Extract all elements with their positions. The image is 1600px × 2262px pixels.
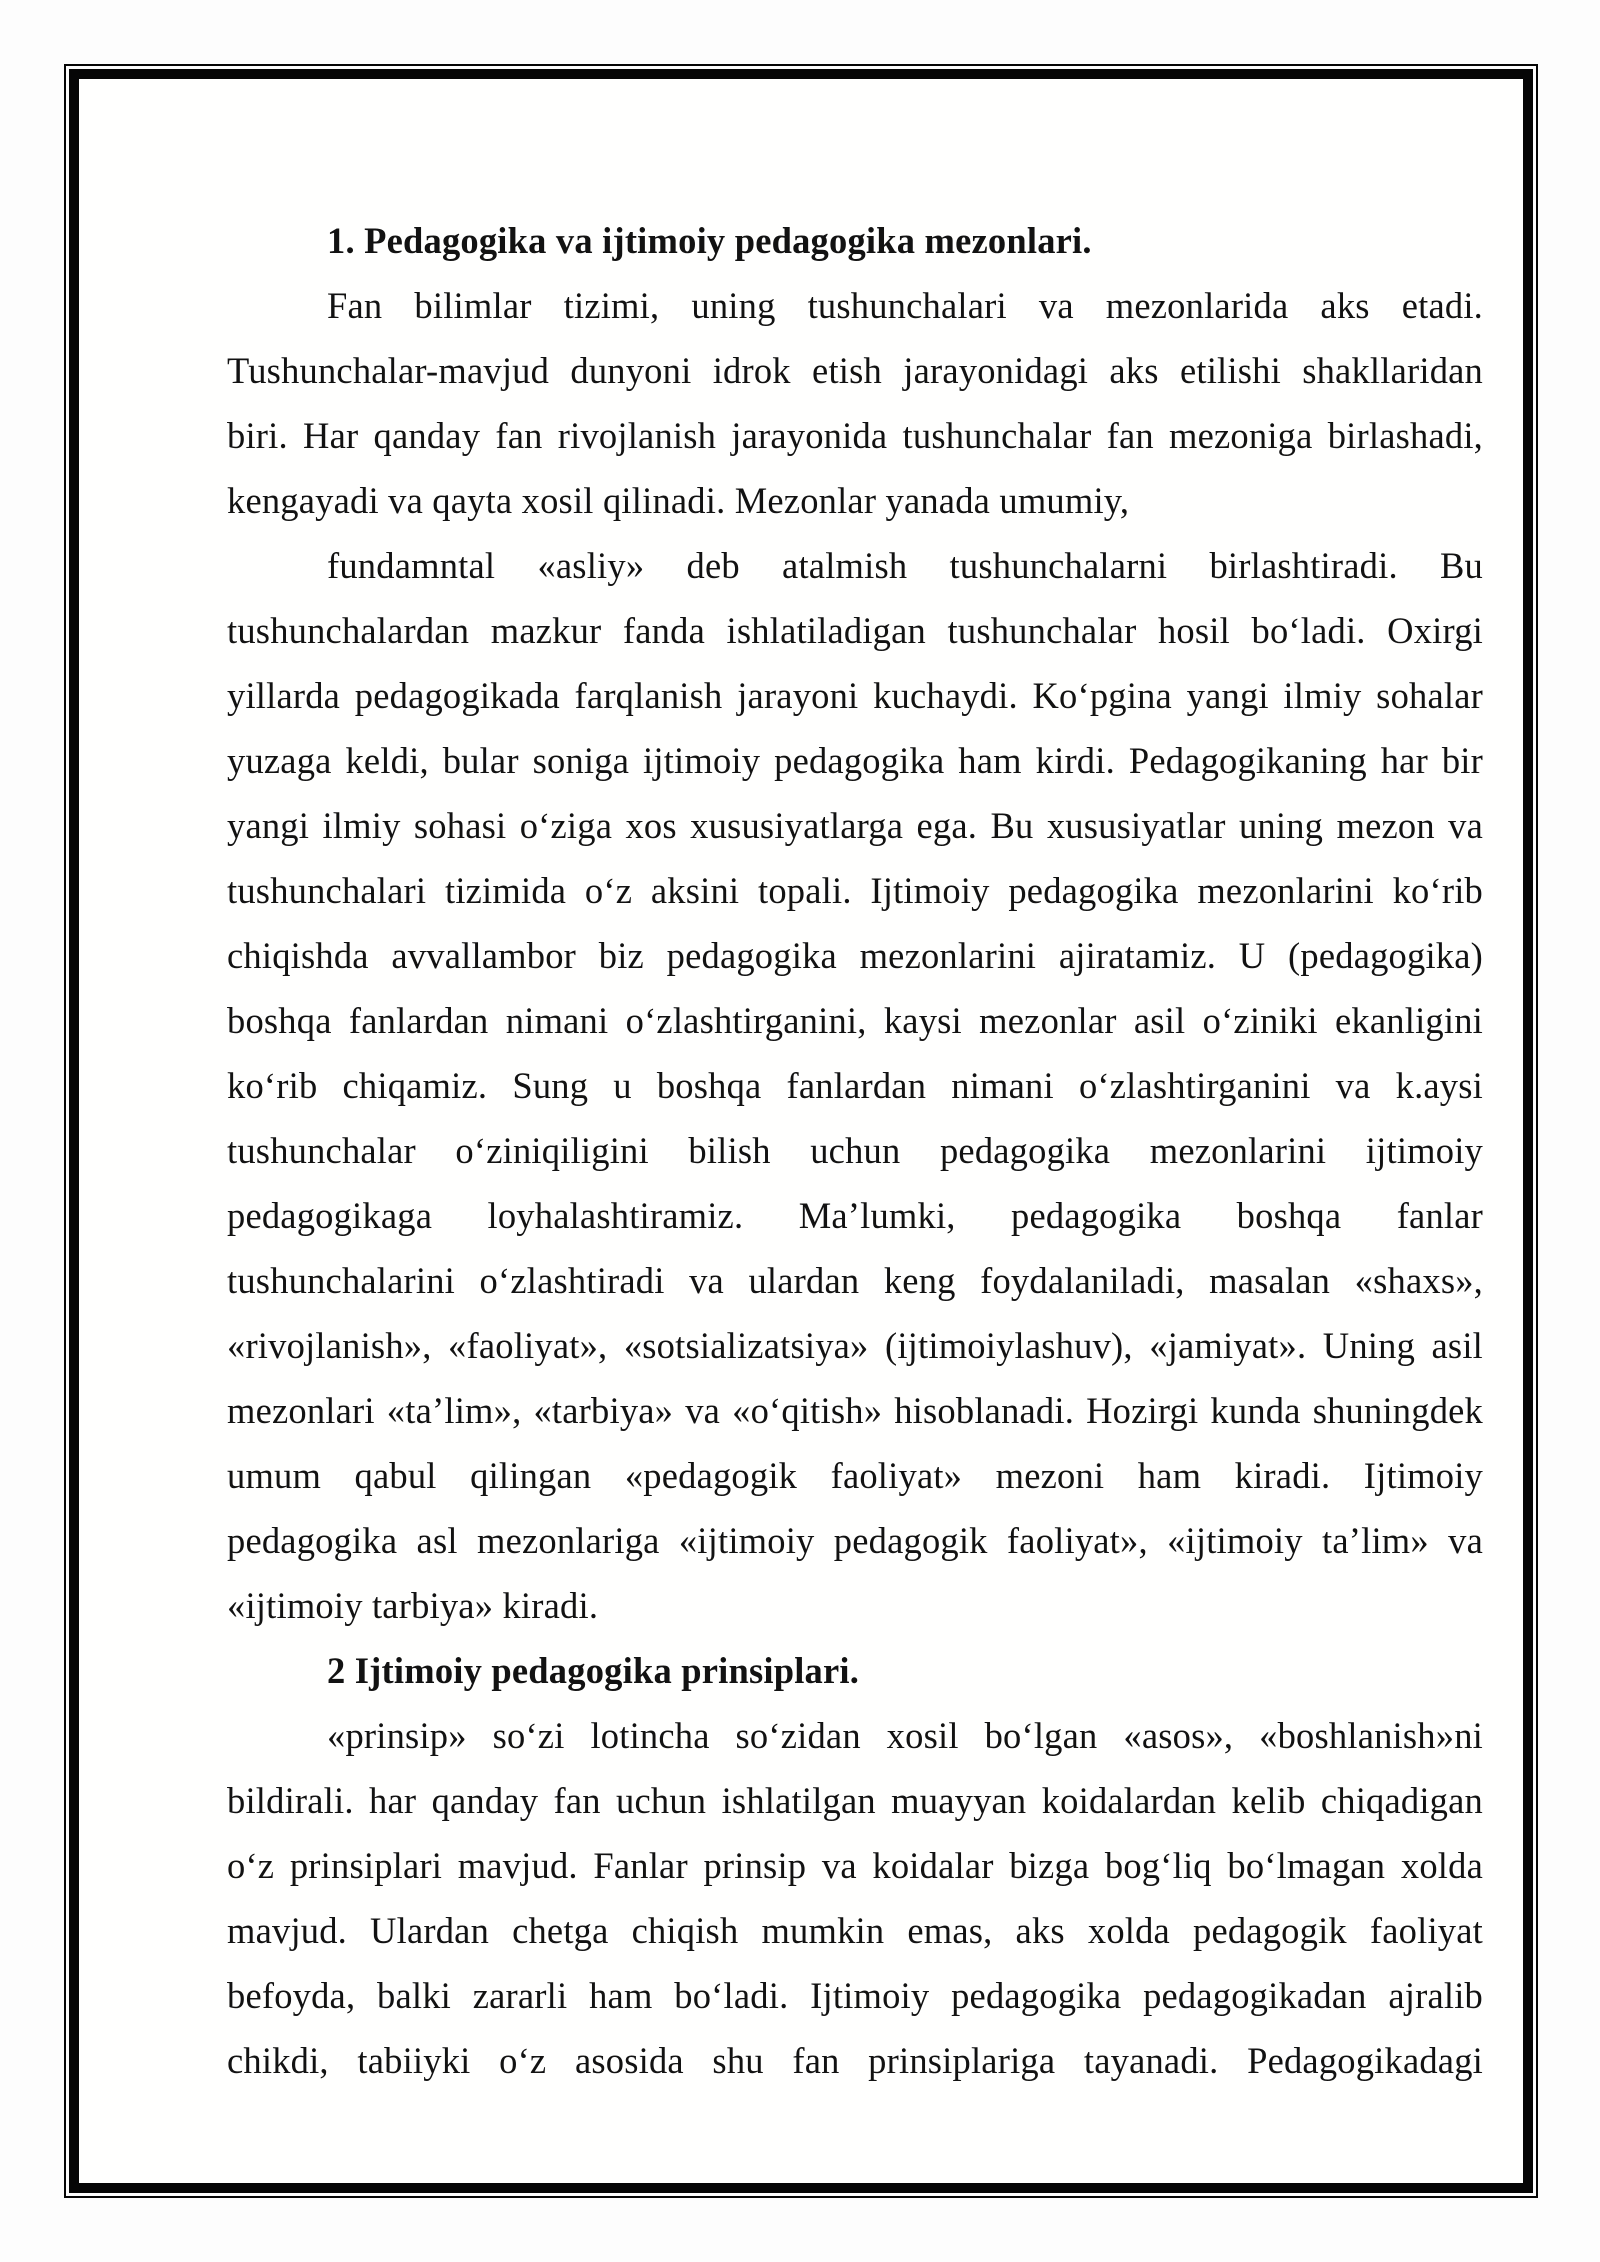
section-1-heading: 1. Pedagogika va ijtimoiy pedagogika mezonlari. — [327, 220, 1092, 261]
document-body — [227, 208, 1483, 2093]
text-line: yangi ilmiy sohasi o‘ziga xos xususiyatlarga ega. Bu xususiyatlar uning mezon va — [227, 805, 1483, 846]
text-line: bildirali. har qanday fan uchun ishlatilgan muayyan koidalardan kelib chiqadigan — [227, 1780, 1483, 1821]
text-line: kengayadi va qayta xosil qilinadi. Mezonlar yanada umumiy, — [227, 480, 1130, 521]
text-line: «ijtimoiy tarbiya» kiradi. — [227, 1585, 599, 1626]
text-line: «rivojlanish», «faoliyat», «sotsializatsiya» (ijtimoiylashuv), «jamiyat». Uning asil — [227, 1325, 1483, 1366]
text-line: o‘z prinsiplari mavjud. Fanlar prinsip va koidalar bizga bog‘liq bo‘lmagan xolda — [227, 1845, 1483, 1886]
text-line: chiqishda avvallambor biz pedagogika mezonlarini ajiratamiz. U (pedagogika) — [227, 935, 1483, 976]
text-line: tushunchalardan mazkur fanda ishlatiladigan tushunchalar hosil bo‘ladi. Oxirgi — [227, 610, 1483, 651]
text-line: tushunchalarini o‘zlashtiradi va ulardan keng foydalaniladi, masalan «shaxs», — [227, 1260, 1483, 1301]
text-line: biri. Har qanday fan rivojlanish jarayonida tushunchalar fan mezoniga birlashadi, — [227, 415, 1483, 456]
text-line: tushunchalari tizimida o‘z aksini topali. Ijtimoiy pedagogika mezonlarini ko‘rib — [227, 870, 1483, 911]
section-2-heading: 2 Ijtimoiy pedagogika prinsiplari. — [327, 1650, 860, 1691]
text-line: ko‘rib chiqamiz. Sung u boshqa fanlardan nimani o‘zlashtirganini va k.aysi — [227, 1065, 1483, 1106]
text-line: umum qabul qilingan «pedagogik faoliyat» mezoni ham kiradi. Ijtimoiy — [227, 1455, 1483, 1496]
text-line: pedagogika asl mezonlariga «ijtimoiy pedagogik faoliyat», «ijtimoiy ta’lim» va — [227, 1520, 1483, 1561]
text-line: Fan bilimlar tizimi, uning tushunchalari va mezonlarida aks etadi. — [327, 285, 1483, 326]
text-line: «prinsip» so‘zi lotincha so‘zidan xosil bo‘lgan «asos», «boshlanish»ni — [327, 1715, 1483, 1756]
text-line: Tushunchalar-mavjud dunyoni idrok etish jarayonidagi aks etilishi shakllaridan — [227, 350, 1483, 391]
text-line: tushunchalar o‘ziniqiligini bilish uchun pedagogika mezonlarini ijtimoiy — [227, 1130, 1483, 1171]
text-line: chikdi, tabiiyki o‘z asosida shu fan prinsiplariga tayanadi. Pedagogikadagi — [227, 2040, 1483, 2081]
text-line: yillarda pedagogikada farqlanish jarayoni kuchaydi. Ko‘pgina yangi ilmiy sohalar — [227, 675, 1483, 716]
text-line: mavjud. Ulardan chetga chiqish mumkin emas, aks xolda pedagogik faoliyat — [227, 1910, 1483, 1951]
text-line: pedagogikaga loyhalashtiramiz. Ma’lumki, pedagogika boshqa fanlar — [227, 1195, 1483, 1236]
text-line: mezonlari «ta’lim», «tarbiya» va «o‘qitish» hisoblanadi. Hozirgi kunda shuningdek — [227, 1390, 1483, 1431]
text-line: yuzaga keldi, bular soniga ijtimoiy pedagogika ham kirdi. Pedagogikaning har bir — [227, 740, 1483, 781]
text-line: befoyda, balki zararli ham bo‘ladi. Ijtimoiy pedagogika pedagogikadan ajralib — [227, 1975, 1483, 2016]
text-line: boshqa fanlardan nimani o‘zlashtirganini, kaysi mezonlar asil o‘ziniki ekanligini — [227, 1000, 1483, 1041]
text-line: fundamntal «asliy» deb atalmish tushunchalarni birlashtiradi. Bu — [327, 545, 1483, 586]
